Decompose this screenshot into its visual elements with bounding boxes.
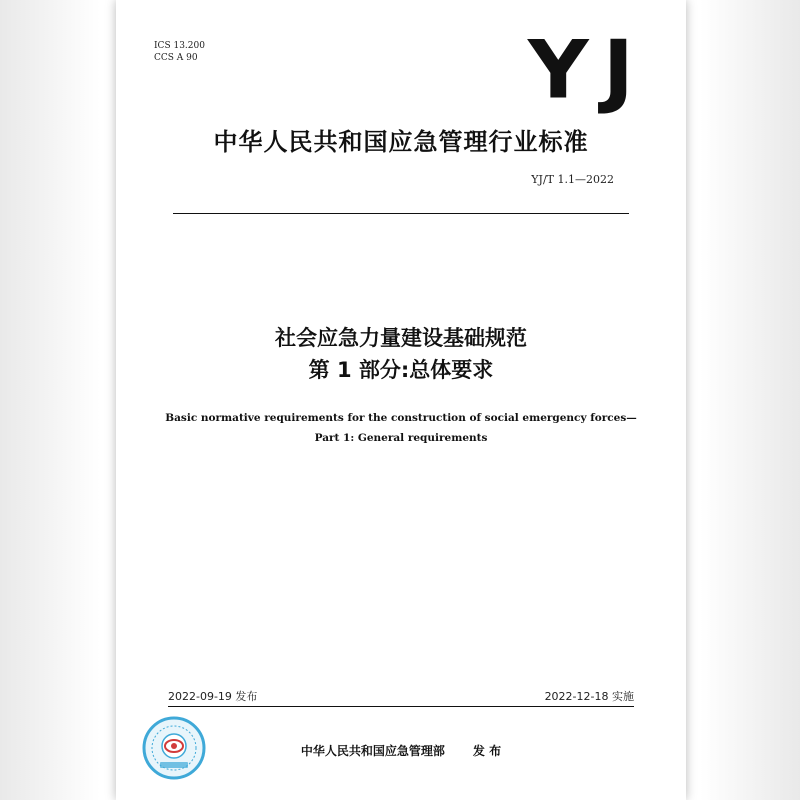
english-title-line-1: Basic normative requirements for the construction of social emergency forces— [165, 412, 637, 424]
bottom-divider [168, 706, 634, 707]
yj-logo: YJ [527, 23, 648, 117]
document-cover [116, 0, 686, 800]
standard-category-title: 中华人民共和国应急管理行业标准 [213, 128, 589, 156]
chinese-title [116, 322, 686, 386]
standard-number: YJ/T 1.1—2022 [531, 173, 614, 186]
issuer-name: 中华人民共和国应急管理部 [300, 744, 445, 758]
english-title-line-2: Part 1: General requirements [314, 432, 488, 444]
implement-date: 2022-12-18 实施 [544, 690, 634, 703]
chinese-title-line-2: 第 1 部分:总体要求 [308, 358, 494, 382]
english-title [116, 408, 686, 448]
classification-codes [154, 40, 205, 64]
issuer-action: 发 布 [472, 744, 502, 758]
chinese-title-line-1: 社会应急力量建设基础规范 [275, 326, 527, 350]
issuer-line [116, 742, 686, 759]
ccs-code: CCS A 90 [154, 53, 198, 63]
ics-code: ICS 13.200 [154, 41, 205, 51]
publish-date: 2022-09-19 发布 [168, 690, 258, 703]
top-divider [173, 213, 629, 214]
